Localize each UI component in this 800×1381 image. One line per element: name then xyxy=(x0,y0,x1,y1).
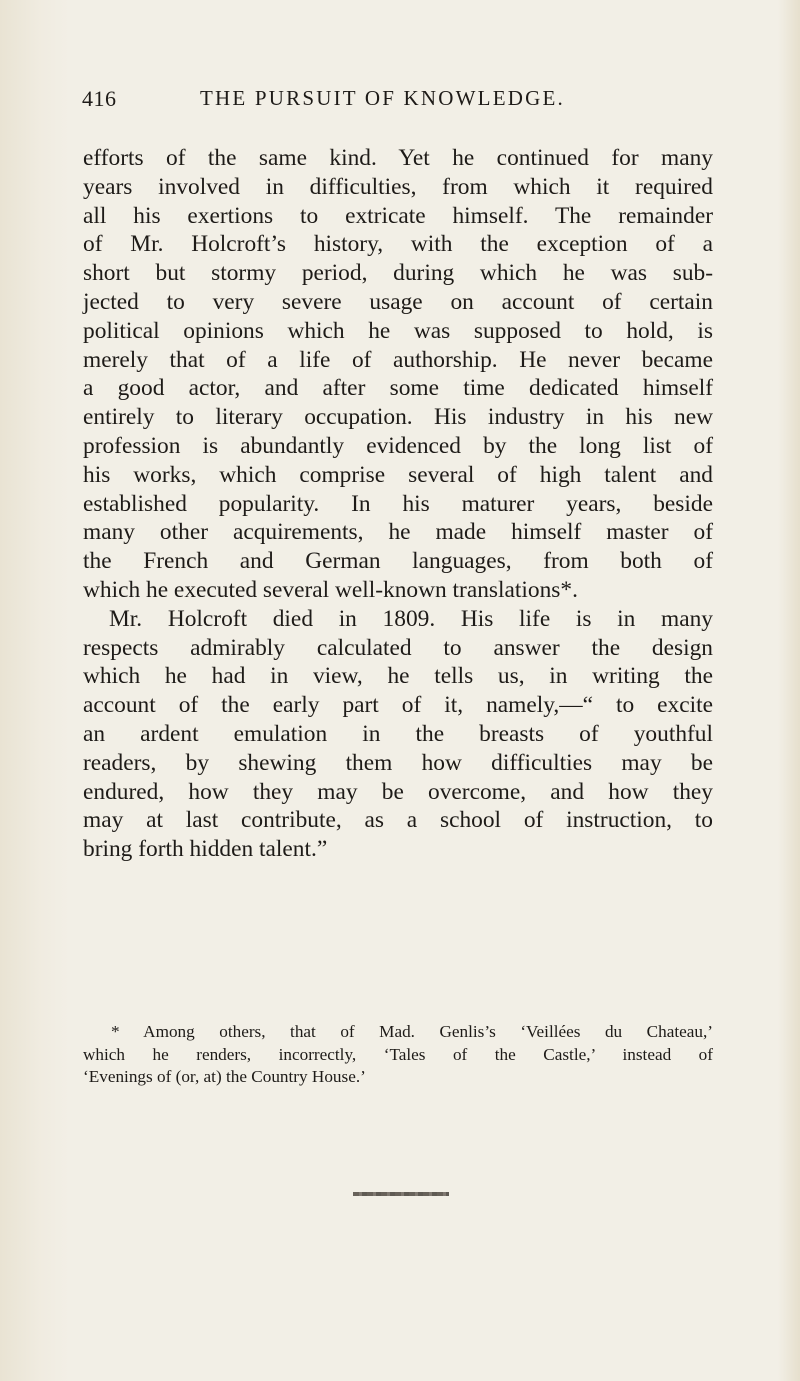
text-line: political opinions which he was supposed to hold, is xyxy=(83,317,713,344)
text-line: his works, which comprise several of high talent and xyxy=(83,461,713,488)
text-line: short but stormy period, during which he was sub- xyxy=(83,260,713,287)
text-line: years involved in difficulties, from which it required xyxy=(83,173,713,200)
footnote-line: * Among others, that of Mad. Genlis’s ‘Veillées du Chateau,’ xyxy=(111,1022,713,1041)
page-header xyxy=(82,86,722,118)
text-line: respects admirably calculated to answer the design xyxy=(83,634,713,661)
text-line: an ardent emulation in the breasts of youthful xyxy=(83,720,713,747)
footnote xyxy=(83,1021,713,1089)
text-line: which he had in view, he tells us, in writing the xyxy=(83,663,713,690)
printer-ornament xyxy=(353,1192,449,1196)
text-line: may at last contribute, as a school of instruction, to xyxy=(83,807,713,834)
text-line: which he executed several well-known translations*. xyxy=(83,576,578,603)
footnote-line: ‘Evenings of (or, at) the Country House.’ xyxy=(83,1067,366,1086)
text-line: many other acquirements, he made himself master of xyxy=(83,519,713,546)
text-line: entirely to literary occupation. His industry in his new xyxy=(83,404,713,431)
body-text xyxy=(83,144,713,864)
running-head: THE PURSUIT OF KNOWLEDGE. xyxy=(200,86,565,110)
text-line: a good actor, and after some time dedicated himself xyxy=(83,375,713,402)
text-line: readers, by shewing them how difficulties may be xyxy=(83,749,713,776)
text-line: Mr. Holcroft died in 1809. His life is in many xyxy=(109,605,713,632)
text-line: bring forth hidden talent.” xyxy=(83,836,328,863)
page-number: 416 xyxy=(82,86,117,111)
footnote-line: which he renders, incorrectly, ‘Tales of the Castle,’ instead of xyxy=(83,1044,713,1064)
text-line: account of the early part of it, namely,—“ to excite xyxy=(83,692,713,719)
text-line: established popularity. In his maturer years, beside xyxy=(83,490,713,517)
text-line: profession is abundantly evidenced by the long list of xyxy=(83,432,713,459)
page-gutter-shadow xyxy=(0,0,70,1381)
text-line: all his exertions to extricate himself. The remainder xyxy=(83,202,713,229)
text-line: merely that of a life of authorship. He never became xyxy=(83,346,713,373)
page-edge-shadow xyxy=(778,0,800,1381)
text-line: jected to very severe usage on account of certain xyxy=(83,288,713,315)
text-line: endured, how they may be overcome, and how they xyxy=(83,778,713,805)
text-line: the French and German languages, from both of xyxy=(83,548,713,575)
text-line: efforts of the same kind. Yet he continued for many xyxy=(83,145,713,171)
text-line: of Mr. Holcroft’s history, with the exception of a xyxy=(83,231,713,258)
